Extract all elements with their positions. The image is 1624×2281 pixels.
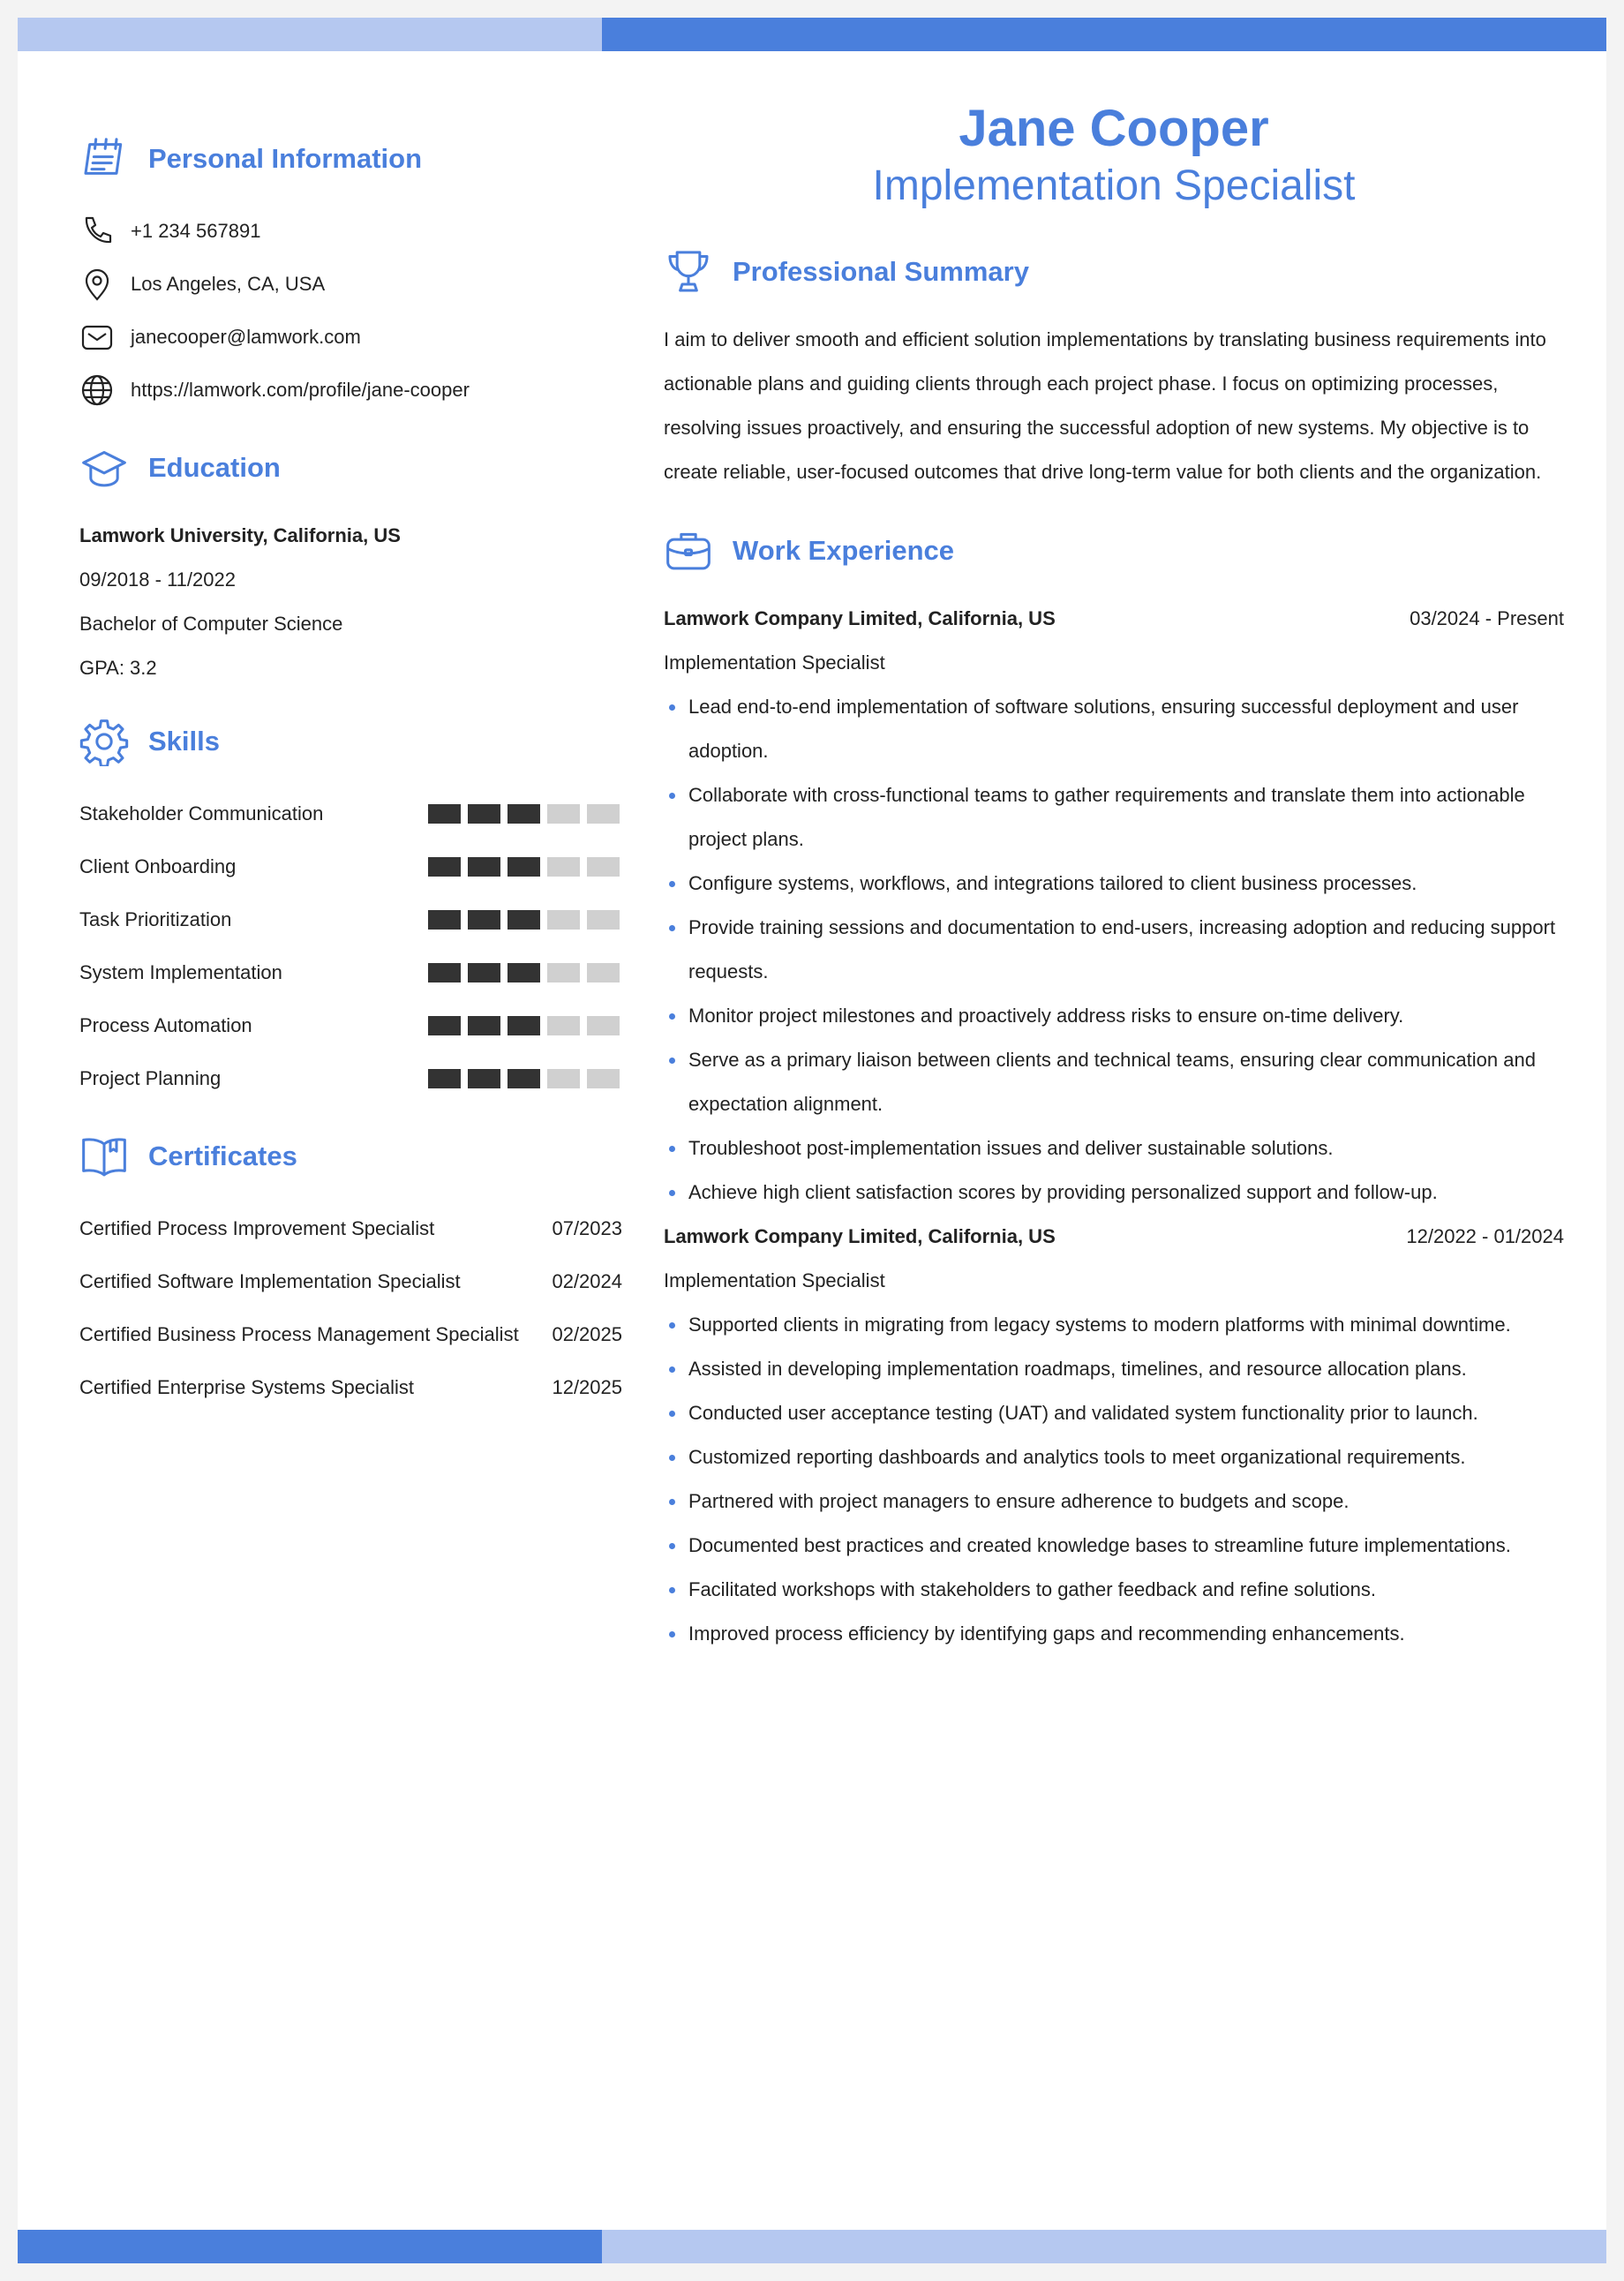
location-text: Los Angeles, CA, USA <box>131 273 326 295</box>
skill-name: Process Automation <box>79 1014 252 1036</box>
skill-bar-empty <box>547 910 580 930</box>
job-bullet: Monitor project milestones and proactively address risks to ensure on-time delivery. <box>664 994 1564 1038</box>
skill-level-bars <box>428 857 620 877</box>
job-bullet: Troubleshoot post-implementation issues and deliver sustainable solutions. <box>664 1126 1564 1171</box>
skill-bar-filled <box>468 1016 500 1035</box>
job-bullet: Facilitated workshops with stakeholders to gather feedback and refine solutions. <box>664 1568 1564 1612</box>
skill-bar-empty <box>587 1016 620 1035</box>
personal-info-title: Personal Information <box>148 143 423 174</box>
skill-row <box>79 787 622 840</box>
skill-bar-empty <box>547 963 580 982</box>
skill-row <box>79 893 622 946</box>
skill-bar-filled <box>468 804 500 824</box>
skills-header <box>79 715 622 768</box>
job-bullets <box>664 685 1564 1215</box>
briefcase-icon <box>664 526 713 576</box>
job-bullet: Customized reporting dashboards and analytics tools to meet organizational requirements. <box>664 1435 1564 1479</box>
skill-bar-empty <box>547 1016 580 1035</box>
education-gpa: GPA: 3.2 <box>79 657 157 679</box>
skill-bar-empty <box>587 1069 620 1088</box>
certificate-row <box>79 1202 622 1255</box>
website-text: https://lamwork.com/profile/jane-cooper <box>131 379 470 401</box>
certificate-date: 12/2025 <box>552 1376 622 1398</box>
phone-icon <box>79 214 115 249</box>
education-title: Education <box>148 452 281 483</box>
job-bullet: Provide training sessions and documentation to end-users, increasing adoption and reducing support requests. <box>664 906 1564 994</box>
education-degree: Bachelor of Computer Science <box>79 613 343 635</box>
email-text: janecooper@lamwork.com <box>131 326 361 348</box>
skill-bar-filled <box>468 857 500 877</box>
certificate-date: 02/2024 <box>552 1270 622 1292</box>
skill-bar-filled <box>508 1016 540 1035</box>
education-school: Lamwork University, California, US <box>79 524 401 546</box>
skill-bar-empty <box>547 804 580 824</box>
resume-page <box>18 18 1606 2263</box>
top-band-dark <box>602 18 1606 51</box>
trophy-icon <box>664 247 713 297</box>
skills-list <box>79 787 622 1105</box>
contact-website <box>79 364 622 417</box>
job-role: Implementation Specialist <box>664 1269 885 1291</box>
skill-row <box>79 999 622 1052</box>
skill-bar-filled <box>508 804 540 824</box>
summary-header <box>664 245 1564 298</box>
certificates-list <box>79 1202 622 1414</box>
skill-name: Project Planning <box>79 1067 222 1089</box>
skill-level-bars <box>428 804 620 824</box>
right-column <box>664 99 1564 1656</box>
mail-icon <box>79 320 115 355</box>
calendar-note-icon <box>79 134 129 184</box>
job-dates: 12/2022 - 01/2024 <box>1406 1225 1564 1247</box>
skill-bar-filled <box>508 857 540 877</box>
job-bullets <box>664 1303 1564 1656</box>
education-header <box>79 441 622 494</box>
job-dates: 03/2024 - Present <box>1410 607 1564 629</box>
contact-email <box>79 311 622 364</box>
skill-name: Stakeholder Communication <box>79 802 324 824</box>
map-pin-icon <box>79 267 115 302</box>
job-bullet: Conducted user acceptance testing (UAT) and validated system functionality prior to launch. <box>664 1391 1564 1435</box>
contact-phone <box>79 205 622 258</box>
job-bullet: Improved process efficiency by identifying gaps and recommending enhancements. <box>664 1612 1564 1656</box>
job-bullet: Documented best practices and created knowledge bases to streamline future implementations. <box>664 1524 1564 1568</box>
job-bullet: Configure systems, workflows, and integrations tailored to client business processes. <box>664 862 1564 906</box>
candidate-title: Implementation Specialist <box>872 162 1356 209</box>
book-icon <box>79 1132 129 1181</box>
certificate-name: Certified Enterprise Systems Specialist <box>79 1376 415 1398</box>
job-bullet: Assisted in developing implementation roadmaps, timelines, and resource allocation plans. <box>664 1347 1564 1391</box>
skill-bar-filled <box>428 804 461 824</box>
skill-row <box>79 946 622 999</box>
left-column <box>79 132 622 1414</box>
certificate-date: 07/2023 <box>552 1217 622 1239</box>
job-bullet: Lead end-to-end implementation of software solutions, ensuring successful deployment and user adoption. <box>664 685 1564 773</box>
globe-icon <box>79 373 115 408</box>
phone-text: +1 234 567891 <box>131 220 261 242</box>
job-entry <box>664 1215 1564 1656</box>
skill-bar-filled <box>428 1069 461 1088</box>
jobs-list <box>664 597 1564 1656</box>
certificate-date: 02/2025 <box>552 1323 622 1345</box>
skill-bar-filled <box>468 963 500 982</box>
gear-icon <box>79 717 129 766</box>
skill-bar-filled <box>508 963 540 982</box>
skill-bar-empty <box>587 804 620 824</box>
skill-bar-empty <box>547 857 580 877</box>
job-bullet: Supported clients in migrating from legacy systems to modern platforms with minimal downtime. <box>664 1303 1564 1347</box>
skill-bar-empty <box>587 857 620 877</box>
skill-bar-filled <box>508 910 540 930</box>
skill-bar-filled <box>428 857 461 877</box>
experience-header <box>664 524 1564 577</box>
skill-row <box>79 1052 622 1105</box>
summary-text: I aim to deliver smooth and efficient solution implementations by translating business requirements into actionable plans and guiding clients through each project phase. I focus on optimizing processes, resolving issues proactively, and ensuring the successful adoption of new systems. My objective is to create reliable, user-focused outcomes that drive long-term value for both clients and the organization. <box>664 328 1546 483</box>
skill-bar-empty <box>547 1069 580 1088</box>
personal-info-header <box>79 132 622 185</box>
skill-level-bars <box>428 963 620 982</box>
skill-bar-filled <box>428 910 461 930</box>
skill-level-bars <box>428 1016 620 1035</box>
certificates-header <box>79 1130 622 1183</box>
job-company: Lamwork Company Limited, California, US <box>664 607 1056 629</box>
job-header <box>664 597 1564 641</box>
job-header <box>664 1215 1564 1259</box>
bottom-band-dark <box>18 2230 602 2263</box>
certificate-name: Certified Software Implementation Specialist <box>79 1270 461 1292</box>
skill-bar-filled <box>468 910 500 930</box>
job-company: Lamwork Company Limited, California, US <box>664 1225 1056 1247</box>
certificate-name: Certified Business Process Management Specialist <box>79 1323 519 1345</box>
certificate-row <box>79 1361 622 1414</box>
skill-name: System Implementation <box>79 961 282 983</box>
skill-name: Task Prioritization <box>79 908 232 930</box>
job-bullet: Achieve high client satisfaction scores by providing personalized support and follow-up. <box>664 1171 1564 1215</box>
summary-title: Professional Summary <box>733 256 1029 287</box>
job-bullet: Collaborate with cross-functional teams to gather requirements and translate them into actionable project plans. <box>664 773 1564 862</box>
skill-level-bars <box>428 1069 620 1088</box>
job-bullet: Partnered with project managers to ensure adherence to budgets and scope. <box>664 1479 1564 1524</box>
skill-bar-filled <box>428 963 461 982</box>
skill-name: Client Onboarding <box>79 855 237 877</box>
skill-bar-filled <box>428 1016 461 1035</box>
job-entry <box>664 597 1564 1215</box>
skill-bar-filled <box>508 1069 540 1088</box>
graduation-cap-icon <box>79 443 129 493</box>
job-bullet: Serve as a primary liaison between clients and technical teams, ensuring clear communication and expectation alignment. <box>664 1038 1564 1126</box>
skill-bar-empty <box>587 910 620 930</box>
skills-title: Skills <box>148 726 220 757</box>
bottom-band-light <box>602 2230 1606 2263</box>
skill-level-bars <box>428 910 620 930</box>
skill-row <box>79 840 622 893</box>
skill-bar-empty <box>587 963 620 982</box>
top-band-light <box>18 18 602 51</box>
experience-title: Work Experience <box>733 535 954 566</box>
skill-bar-filled <box>468 1069 500 1088</box>
candidate-name: Jane Cooper <box>959 100 1269 157</box>
contact-location <box>79 258 622 311</box>
certificate-name: Certified Process Improvement Specialist <box>79 1217 435 1239</box>
certificate-row <box>79 1255 622 1308</box>
job-role: Implementation Specialist <box>664 651 885 674</box>
certificates-title: Certificates <box>148 1140 297 1171</box>
education-dates: 09/2018 - 11/2022 <box>79 568 236 591</box>
certificate-row <box>79 1308 622 1361</box>
